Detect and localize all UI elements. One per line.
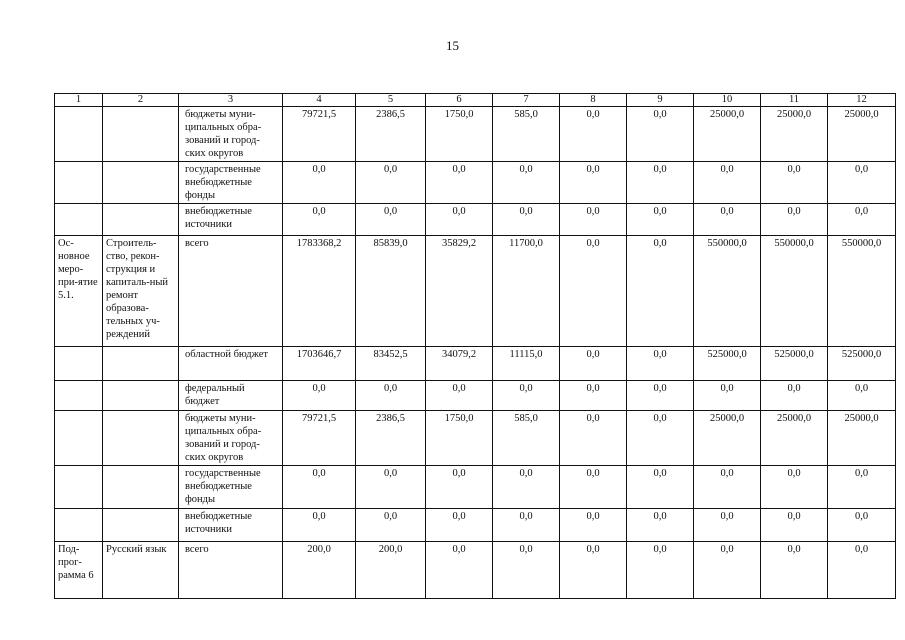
funding-source-cell: федеральный бюджет bbox=[179, 381, 283, 411]
value-cell: 0,0 bbox=[627, 466, 694, 509]
value-cell: 0,0 bbox=[761, 542, 828, 599]
value-cell: 0,0 bbox=[694, 381, 761, 411]
value-cell: 0,0 bbox=[694, 542, 761, 599]
value-cell: 0,0 bbox=[828, 204, 896, 236]
value-cell: 0,0 bbox=[694, 466, 761, 509]
table-row bbox=[55, 411, 896, 466]
funding-source-cell: всего bbox=[179, 542, 283, 599]
header-cell: 8 bbox=[560, 94, 627, 107]
header-cell: 6 bbox=[426, 94, 493, 107]
value-cell: 0,0 bbox=[283, 381, 356, 411]
value-cell: 79721,5 bbox=[283, 411, 356, 466]
header-cell: 4 bbox=[283, 94, 356, 107]
value-cell: 0,0 bbox=[493, 204, 560, 236]
row-label-cell bbox=[55, 381, 103, 411]
value-cell: 25000,0 bbox=[828, 107, 896, 162]
row-label-cell bbox=[55, 107, 103, 162]
header-cell: 1 bbox=[55, 94, 103, 107]
value-cell: 525000,0 bbox=[761, 347, 828, 381]
header-cell: 5 bbox=[356, 94, 426, 107]
value-cell: 1783368,2 bbox=[283, 236, 356, 347]
row-description-cell bbox=[103, 509, 179, 542]
page-number: 15 bbox=[446, 38, 459, 53]
value-cell: 0,0 bbox=[828, 162, 896, 204]
value-cell: 0,0 bbox=[761, 466, 828, 509]
value-cell: 0,0 bbox=[560, 509, 627, 542]
value-cell: 0,0 bbox=[356, 509, 426, 542]
value-cell: 0,0 bbox=[627, 162, 694, 204]
value-cell: 35829,2 bbox=[426, 236, 493, 347]
value-cell: 0,0 bbox=[627, 107, 694, 162]
funding-source-cell: государственные внебюджетные фонды bbox=[179, 466, 283, 509]
header-cell: 10 bbox=[694, 94, 761, 107]
header-cell: 11 bbox=[761, 94, 828, 107]
value-cell: 550000,0 bbox=[761, 236, 828, 347]
value-cell: 0,0 bbox=[283, 162, 356, 204]
value-cell: 11700,0 bbox=[493, 236, 560, 347]
value-cell: 0,0 bbox=[560, 236, 627, 347]
funding-source-cell: областной бюджет bbox=[179, 347, 283, 381]
value-cell: 0,0 bbox=[761, 162, 828, 204]
value-cell: 0,0 bbox=[560, 542, 627, 599]
row-description-cell: Русский язык bbox=[103, 542, 179, 599]
row-label-cell bbox=[55, 466, 103, 509]
value-cell: 0,0 bbox=[627, 236, 694, 347]
value-cell: 0,0 bbox=[761, 204, 828, 236]
value-cell: 0,0 bbox=[356, 162, 426, 204]
header-cell: 9 bbox=[627, 94, 694, 107]
value-cell: 0,0 bbox=[283, 204, 356, 236]
value-cell: 0,0 bbox=[493, 542, 560, 599]
value-cell: 585,0 bbox=[493, 411, 560, 466]
value-cell: 11115,0 bbox=[493, 347, 560, 381]
value-cell: 0,0 bbox=[560, 411, 627, 466]
value-cell: 0,0 bbox=[560, 162, 627, 204]
header-row bbox=[55, 94, 896, 107]
value-cell: 0,0 bbox=[426, 204, 493, 236]
value-cell: 550000,0 bbox=[694, 236, 761, 347]
row-description-cell bbox=[103, 204, 179, 236]
header-cell: 3 bbox=[179, 94, 283, 107]
table-row bbox=[55, 381, 896, 411]
value-cell: 0,0 bbox=[356, 466, 426, 509]
value-cell: 200,0 bbox=[283, 542, 356, 599]
value-cell: 0,0 bbox=[627, 347, 694, 381]
funding-source-cell: бюджеты муни-ципальных обра-зований и город-ских округов bbox=[179, 107, 283, 162]
value-cell: 525000,0 bbox=[694, 347, 761, 381]
value-cell: 79721,5 bbox=[283, 107, 356, 162]
value-cell: 0,0 bbox=[560, 204, 627, 236]
value-cell: 0,0 bbox=[426, 542, 493, 599]
row-label-cell bbox=[55, 204, 103, 236]
row-label-cell bbox=[55, 509, 103, 542]
value-cell: 1750,0 bbox=[426, 411, 493, 466]
value-cell: 0,0 bbox=[694, 162, 761, 204]
funding-source-cell: внебюджетные источники bbox=[179, 509, 283, 542]
value-cell: 2386,5 bbox=[356, 411, 426, 466]
table-row bbox=[55, 466, 896, 509]
header-cell: 2 bbox=[103, 94, 179, 107]
budget-table bbox=[54, 93, 896, 599]
funding-source-cell: бюджеты муни-ципальных обра-зований и город-ских округов bbox=[179, 411, 283, 466]
value-cell: 0,0 bbox=[828, 542, 896, 599]
row-description-cell bbox=[103, 107, 179, 162]
value-cell: 83452,5 bbox=[356, 347, 426, 381]
value-cell: 0,0 bbox=[627, 411, 694, 466]
value-cell: 0,0 bbox=[828, 466, 896, 509]
value-cell: 0,0 bbox=[828, 509, 896, 542]
row-description-cell: Строитель-ство, рекон-струкция и капиталь-ный ремонт образова-тельных уч-реждений bbox=[103, 236, 179, 347]
row-description-cell bbox=[103, 411, 179, 466]
value-cell: 0,0 bbox=[493, 381, 560, 411]
table-row bbox=[55, 107, 896, 162]
header-cell: 7 bbox=[493, 94, 560, 107]
header-cell: 12 bbox=[828, 94, 896, 107]
value-cell: 0,0 bbox=[493, 509, 560, 542]
value-cell: 0,0 bbox=[828, 381, 896, 411]
value-cell: 0,0 bbox=[627, 542, 694, 599]
value-cell: 0,0 bbox=[426, 381, 493, 411]
table-row bbox=[55, 542, 896, 599]
row-label-cell bbox=[55, 347, 103, 381]
value-cell: 34079,2 bbox=[426, 347, 493, 381]
value-cell: 0,0 bbox=[627, 204, 694, 236]
value-cell: 0,0 bbox=[627, 509, 694, 542]
value-cell: 0,0 bbox=[761, 381, 828, 411]
value-cell: 25000,0 bbox=[694, 107, 761, 162]
value-cell: 0,0 bbox=[560, 466, 627, 509]
value-cell: 550000,0 bbox=[828, 236, 896, 347]
value-cell: 0,0 bbox=[283, 509, 356, 542]
value-cell: 525000,0 bbox=[828, 347, 896, 381]
value-cell: 585,0 bbox=[493, 107, 560, 162]
table-row bbox=[55, 236, 896, 347]
value-cell: 0,0 bbox=[694, 204, 761, 236]
value-cell: 0,0 bbox=[493, 466, 560, 509]
funding-source-cell: внебюджетные источники bbox=[179, 204, 283, 236]
value-cell: 0,0 bbox=[356, 204, 426, 236]
row-label-cell bbox=[55, 411, 103, 466]
value-cell: 25000,0 bbox=[761, 411, 828, 466]
value-cell: 0,0 bbox=[560, 381, 627, 411]
value-cell: 0,0 bbox=[283, 466, 356, 509]
value-cell: 25000,0 bbox=[828, 411, 896, 466]
funding-source-cell: всего bbox=[179, 236, 283, 347]
value-cell: 25000,0 bbox=[694, 411, 761, 466]
table-row bbox=[55, 509, 896, 542]
value-cell: 0,0 bbox=[493, 162, 560, 204]
row-label-cell: Ос-новное меро-при-ятие 5.1. bbox=[55, 236, 103, 347]
value-cell: 0,0 bbox=[694, 509, 761, 542]
value-cell: 2386,5 bbox=[356, 107, 426, 162]
table-row bbox=[55, 162, 896, 204]
row-label-cell bbox=[55, 162, 103, 204]
value-cell: 0,0 bbox=[356, 381, 426, 411]
value-cell: 1703646,7 bbox=[283, 347, 356, 381]
value-cell: 25000,0 bbox=[761, 107, 828, 162]
value-cell: 0,0 bbox=[560, 347, 627, 381]
value-cell: 0,0 bbox=[560, 107, 627, 162]
row-label-cell: Под-прог-рамма 6 bbox=[55, 542, 103, 599]
row-description-cell bbox=[103, 466, 179, 509]
value-cell: 1750,0 bbox=[426, 107, 493, 162]
funding-source-cell: государственные внебюджетные фонды bbox=[179, 162, 283, 204]
row-description-cell bbox=[103, 347, 179, 381]
row-description-cell bbox=[103, 162, 179, 204]
value-cell: 0,0 bbox=[426, 162, 493, 204]
value-cell: 0,0 bbox=[426, 466, 493, 509]
value-cell: 0,0 bbox=[761, 509, 828, 542]
row-description-cell bbox=[103, 381, 179, 411]
table-row bbox=[55, 347, 896, 381]
value-cell: 200,0 bbox=[356, 542, 426, 599]
value-cell: 0,0 bbox=[426, 509, 493, 542]
table-row bbox=[55, 204, 896, 236]
value-cell: 0,0 bbox=[627, 381, 694, 411]
value-cell: 85839,0 bbox=[356, 236, 426, 347]
